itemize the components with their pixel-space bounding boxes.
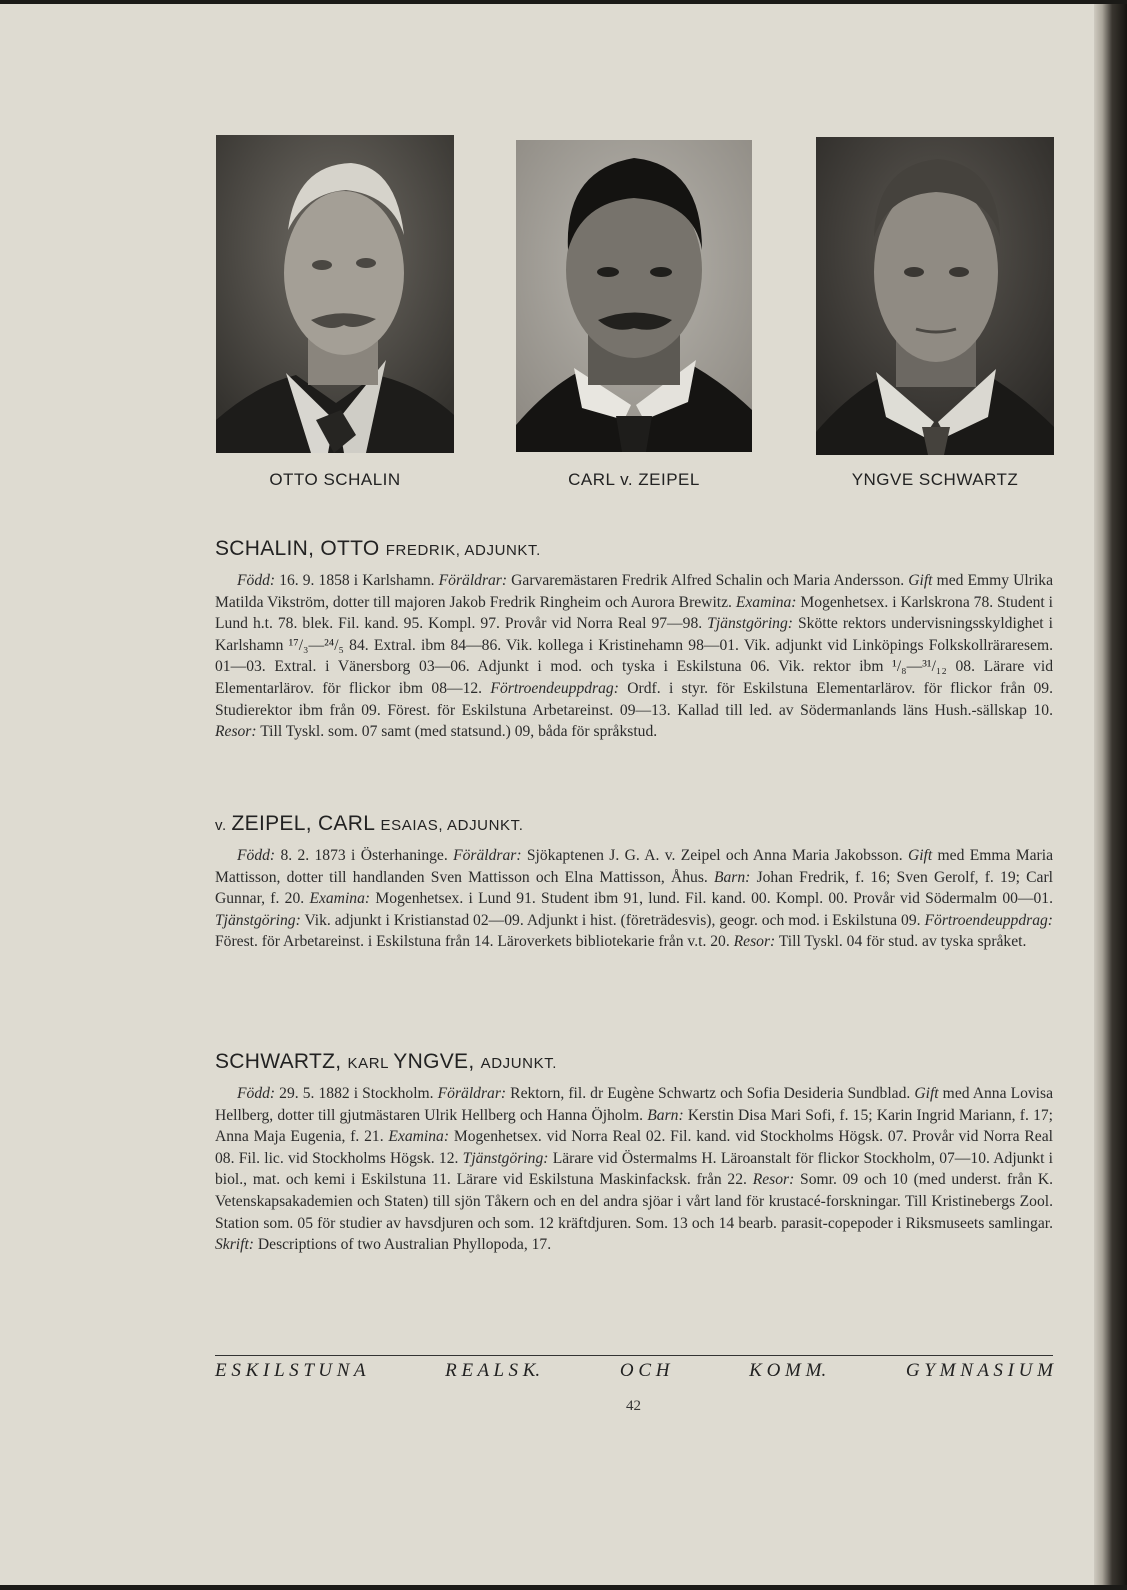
entry-paragraph: [215, 845, 1053, 953]
field-label: Tjänstgöring:: [707, 615, 793, 633]
entry-title: ADJUNKT.: [480, 1055, 558, 1072]
footer-word: R E A L S K.: [445, 1360, 541, 1381]
biography-entry-zeipel: [215, 812, 1053, 953]
scan-top-edge: [0, 0, 1127, 4]
footer-rule: [215, 1355, 1053, 1356]
entry-title: FREDRIK, ADJUNKT.: [385, 542, 541, 559]
field-label: Född:: [237, 572, 276, 589]
field-text: Somr. 09 och 10 (med underst. från K. Vetenskapsakademien och Staten) till sjön Tåkern och en del andra sjöar i vårt land för krustacé-forskningar. Till Kristinebergs Zool. Station som. 05 för studier av havsdjuren och som. 12 kräftdjuren. Som. 13 och 14 bearb. parasit-copepoder i Riksmuseets samlingar.: [215, 1171, 1053, 1232]
portrait-caption-2: CARL v. ZEIPEL: [568, 470, 700, 489]
footer-word: K O M M.: [749, 1360, 827, 1381]
field-text: 8. 2. 1873 i Österhaninge.: [275, 847, 454, 864]
scan-bottom-edge: [0, 1585, 1127, 1590]
field-label: Resor:: [215, 723, 257, 741]
portrait-photo-yngve-schwartz: [816, 137, 1054, 455]
field-label: Tjänstgöring:: [462, 1149, 549, 1167]
entry-prefix: v.: [215, 817, 232, 834]
footer-word: E S K I L S T U N A: [215, 1360, 366, 1381]
entry-text: [215, 845, 1053, 953]
footer-word: O C H: [619, 1360, 670, 1381]
field-label: Gift: [914, 1085, 939, 1102]
field-text: Förest. för Arbetareinst. i Eskilstuna från 14. Läroverkets bibliotekarie från v.t. 20.: [215, 933, 734, 951]
field-text: Mogenhetsex. i Lund 91. Student ibm 91, lund. Fil. kand. 00. Kompl. 00. Provår vid Södermalm 00—01.: [370, 890, 1053, 908]
running-footer: [215, 1360, 1053, 1382]
field-label: Barn:: [647, 1106, 684, 1124]
field-text: med Emma Maria Mattisson, dotter till handlanden Sven Mattisson och Elna Mattisson, Åhus.: [215, 847, 1053, 886]
field-text: med Anna Lovisa Hellberg, dotter till gjutmästaren Ulrik Hellberg och Hanna Öjholm.: [215, 1085, 1054, 1124]
field-label: Skrift:: [215, 1236, 254, 1254]
field-label: Gift: [908, 572, 933, 589]
field-label: Född:: [237, 847, 276, 864]
portrait-caption-3: YNGVE SCHWARTZ: [851, 470, 1019, 489]
entry-surname: SCHWARTZ,: [215, 1050, 348, 1073]
field-label: Föräldrar:: [453, 847, 522, 864]
entry-name: YNGVE,: [393, 1050, 481, 1073]
entry-heading: [215, 1050, 1053, 1074]
portrait-photo-otto-schalin: [216, 135, 454, 453]
field-text: Lärare vid Östermalms H. Läroanstalt för flickor Stockholm, 07—10. Adjunkt i biol., mat. och kemi i Eskilstuna 11. Lärare vid Eskilstuna Maskinfacksk. från 22.: [215, 1149, 1053, 1189]
field-text: Skötte rektors undervisningsskyldighet i Karlshamn ¹⁷/₃—²⁴/₅ 84. Extral. ibm 84—86. Vik. kollega i Kristinehamn 98—01. Vik. adjunkt vid Linköpings Folkskollräraresem. 01—03. Extral. i Vänersborg 03—06. Adjunkt i mod. och tyska i Eskilstuna 06. Vik. rektor ibm ¹/₈—³¹/₁₂ 08. Lärare vid Elementarlärov. för flickor ibm 08—12.: [215, 615, 1053, 697]
field-text: Sjökaptenen J. G. A. v. Zeipel och Anna Maria Jakobsson.: [521, 847, 908, 864]
page-number-wrap: [0, 1398, 1127, 1415]
entry-title: ESAIAS, ADJUNKT.: [380, 817, 524, 834]
biography-entry-schalin: [215, 537, 1053, 743]
field-text: Mogenhetsex. i Karlskrona 78. Student i Lund h.t. 78. blek. Fil. kand. 95. Kompl. 97. Provår vid Norra Real 97—98.: [215, 593, 1053, 633]
entry-text: [215, 1083, 1053, 1256]
entry-heading: [215, 812, 1053, 836]
entry-heading: [215, 537, 1053, 561]
field-text: Vik. adjunkt i Kristianstad 02—09. Adjunkt i hist. (företrädesvis), geogr. och mod. i Eskilstuna 09.: [300, 911, 925, 929]
field-text: Descriptions of two Australian Phyllopoda, 17.: [253, 1236, 552, 1254]
field-text: med Emmy Ulrika Matilda Vikström, dotter till majoren Jakob Fredrik Ringheim och Aurora Brewitz.: [215, 572, 1053, 611]
field-label: Föräldrar:: [437, 1085, 507, 1102]
portrait-photo-carl-v-zeipel: [516, 140, 752, 452]
field-label: Examina:: [735, 593, 797, 611]
field-text: 16. 9. 1858 i Karlshamn.: [275, 572, 439, 589]
field-text: Ordf. i styr. för Eskilstuna Elementarlärov. för flickor från 09. Studierektor ibm från 09. Förest. för Eskilstuna Arbetareinst. 09—13. Kallad till led. av Södermanlands läns Hush.-sällskap 10.: [215, 679, 1053, 719]
field-label: Förtroendeuppdrag:: [924, 911, 1053, 929]
field-label: Föräldrar:: [438, 572, 508, 589]
entry-paragraph: [215, 570, 1053, 743]
field-label: Resor:: [733, 933, 776, 951]
field-text: Rektorn, fil. dr Eugène Schwartz och Sofia Desideria Sundblad.: [506, 1085, 915, 1102]
field-label: Född:: [237, 1085, 276, 1102]
field-text: Till Tyskl. 04 för stud. av tyska språket.: [775, 933, 1027, 951]
field-text: Johan Fredrik, f. 16; Sven Gerolf, f. 19; Carl Gunnar, f. 20.: [215, 868, 1053, 908]
field-text: Till Tyskl. som. 07 samt (med statsund.) 09, båda för språkstud.: [256, 723, 658, 741]
field-text: Mogenhetsex. vid Norra Real 02. Fil. kand. vid Stockholms Högsk. 07. Provår vid Norra Real 08. Fil. lic. vid Stockholms Högsk. 12.: [215, 1128, 1053, 1167]
field-label: Barn:: [713, 868, 751, 886]
book-spine-shadow: [1094, 0, 1127, 1590]
entry-text: [215, 570, 1053, 743]
entry-first-name: KARL: [347, 1055, 394, 1072]
footer-word: G Y M N A S I U M: [905, 1360, 1053, 1381]
entry-name: ZEIPEL, CARL: [231, 812, 381, 835]
page-number: 42: [626, 1398, 641, 1414]
portrait-caption-1: OTTO SCHALIN: [269, 470, 401, 489]
field-label: Tjänstgöring:: [215, 911, 301, 929]
field-text: Garvaremästaren Fredrik Alfred Schalin och Maria Andersson.: [507, 572, 909, 589]
field-label: Resor:: [752, 1171, 795, 1189]
entry-name: SCHALIN, OTTO: [215, 537, 386, 560]
field-label: Gift: [907, 847, 933, 864]
biography-entry-schwartz: [215, 1050, 1053, 1256]
field-text: 29. 5. 1882 i Stockholm.: [275, 1085, 438, 1102]
field-label: Examina:: [388, 1128, 450, 1146]
field-label: Förtroendeuppdrag:: [490, 679, 619, 697]
entry-paragraph: [215, 1083, 1053, 1256]
field-label: Examina:: [309, 890, 371, 908]
field-text: Kerstin Disa Mari Sofi, f. 15; Karin Ingrid Mariann, f. 17; Anna Maja Eugenia, f. 21.: [215, 1106, 1054, 1146]
